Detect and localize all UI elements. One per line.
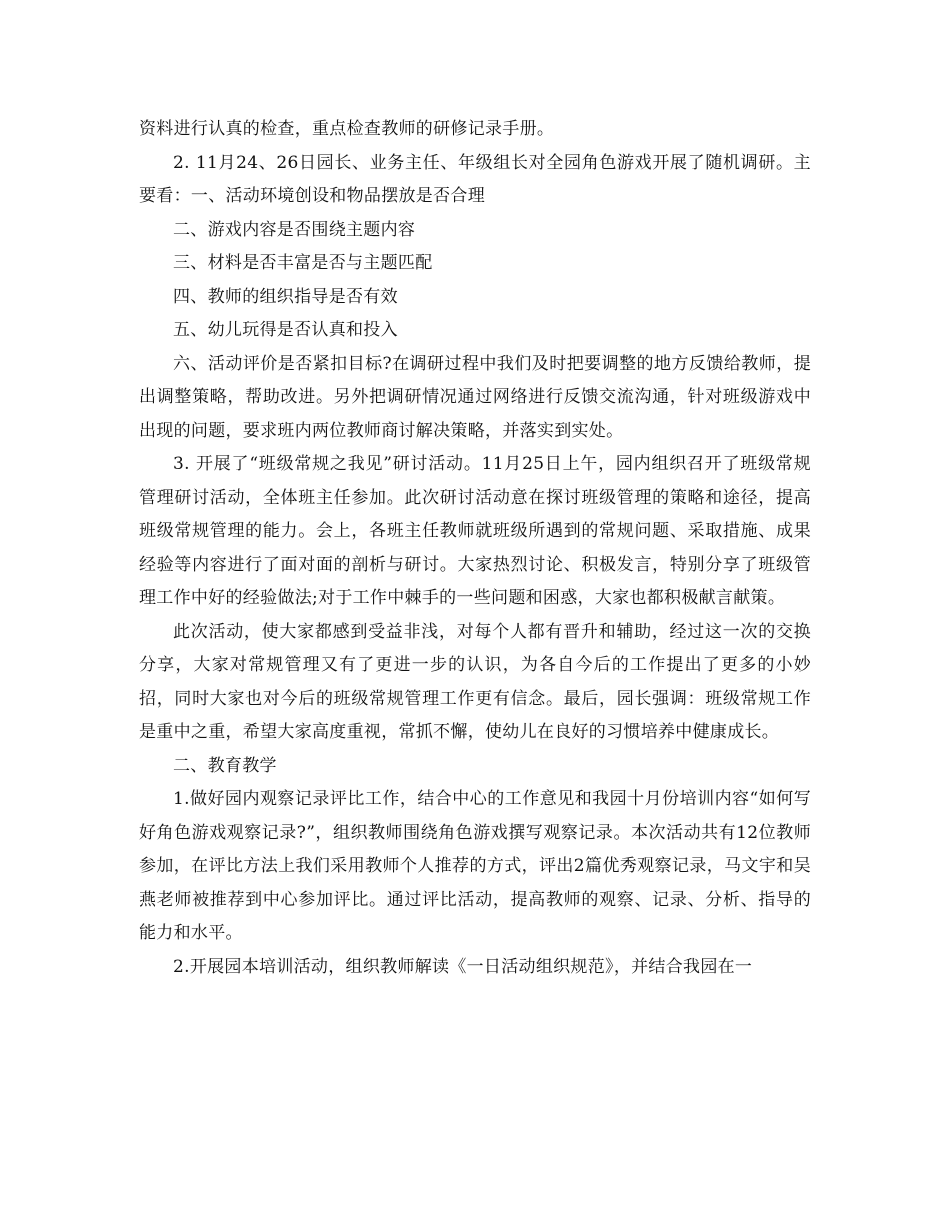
paragraph-point-six: 六、活动评价是否紧扣目标?在调研过程中我们及时把要调整的地方反馈给教师，提出调整策略，帮助改进。另外把调研情况通过网络进行反馈交流沟通，针对班级游戏中出现的问题，要求班内两位教师商讨解决策略，并落实到实处。 bbox=[139, 353, 811, 441]
section-heading-education: 二、教育教学 bbox=[173, 755, 277, 776]
paragraph-seminar-summary: 此次活动，使大家都感到受益非浅，对每个人都有晋升和辅助，经过这一次的交换分享，大家对常规管理又有了更进一步的认识，为各自今后的工作提出了更多的小妙招，同时大家也对今后的班级常规管理工作更有信念。最后，园长强调：班级常规工作是重中之重，希望大家高度重视，常抓不懈，使幼儿在良好的习惯培养中健康成长。 bbox=[139, 621, 811, 742]
paragraph-training: 2.开展园本培训活动，组织教师解读《一日活动组织规范》，并结合我园在一 bbox=[173, 956, 753, 977]
paragraph-point-four: 四、教师的组织指导是否有效 bbox=[173, 286, 398, 307]
paragraph-continuation: 资料进行认真的检查，重点检查教师的研修记录手册。 bbox=[139, 119, 555, 139]
paragraph-point-three: 三、材料是否丰富是否与主题匹配 bbox=[173, 253, 433, 273]
paragraph-observation-records: 1.做好园内观察记录评比工作，结合中心的工作意见和我园十月份培训内容“如何写好角色游戏观察记录?”，组织教师围绕角色游戏撰写观察记录。本次活动共有12位教师参加，在评比方法上我们采用教师个人推荐的方式，评出2篇优秀观察记录，马文宇和吴燕老师被推荐到中心参加评比。通过评比活动，提高教师的观察、记录、分析、指导的能力和水平。 bbox=[139, 789, 811, 943]
document-body bbox=[139, 113, 811, 984]
paragraph-point-five: 五、幼儿玩得是否认真和投入 bbox=[173, 320, 398, 340]
paragraph-point-two: 二、游戏内容是否围绕主题内容 bbox=[173, 219, 416, 240]
paragraph-item-2-survey: 2. 11月24、26日园长、业务主任、年级组长对全园角色游戏开展了随机调研。主要看：一、活动环境创设和物品摆放是否合理 bbox=[139, 152, 811, 206]
paragraph-item-3-seminar: 3. 开展了“班级常规之我见”研讨活动。11月25日上午，园内组织召开了班级常规管理研讨活动，全体班主任参加。此次研讨活动意在探讨班级管理的策略和途径，提高班级常规管理的能力。会上，各班主任教师就班级所遇到的常规问题、采取措施、成果经验等内容进行了面对面的剖析与研讨。大家热烈讨论、积极发言，特别分享了班级管理工作中好的经验做法;对于工作中棘手的一些问题和困惑，大家也都积极献言献策。 bbox=[139, 454, 811, 608]
